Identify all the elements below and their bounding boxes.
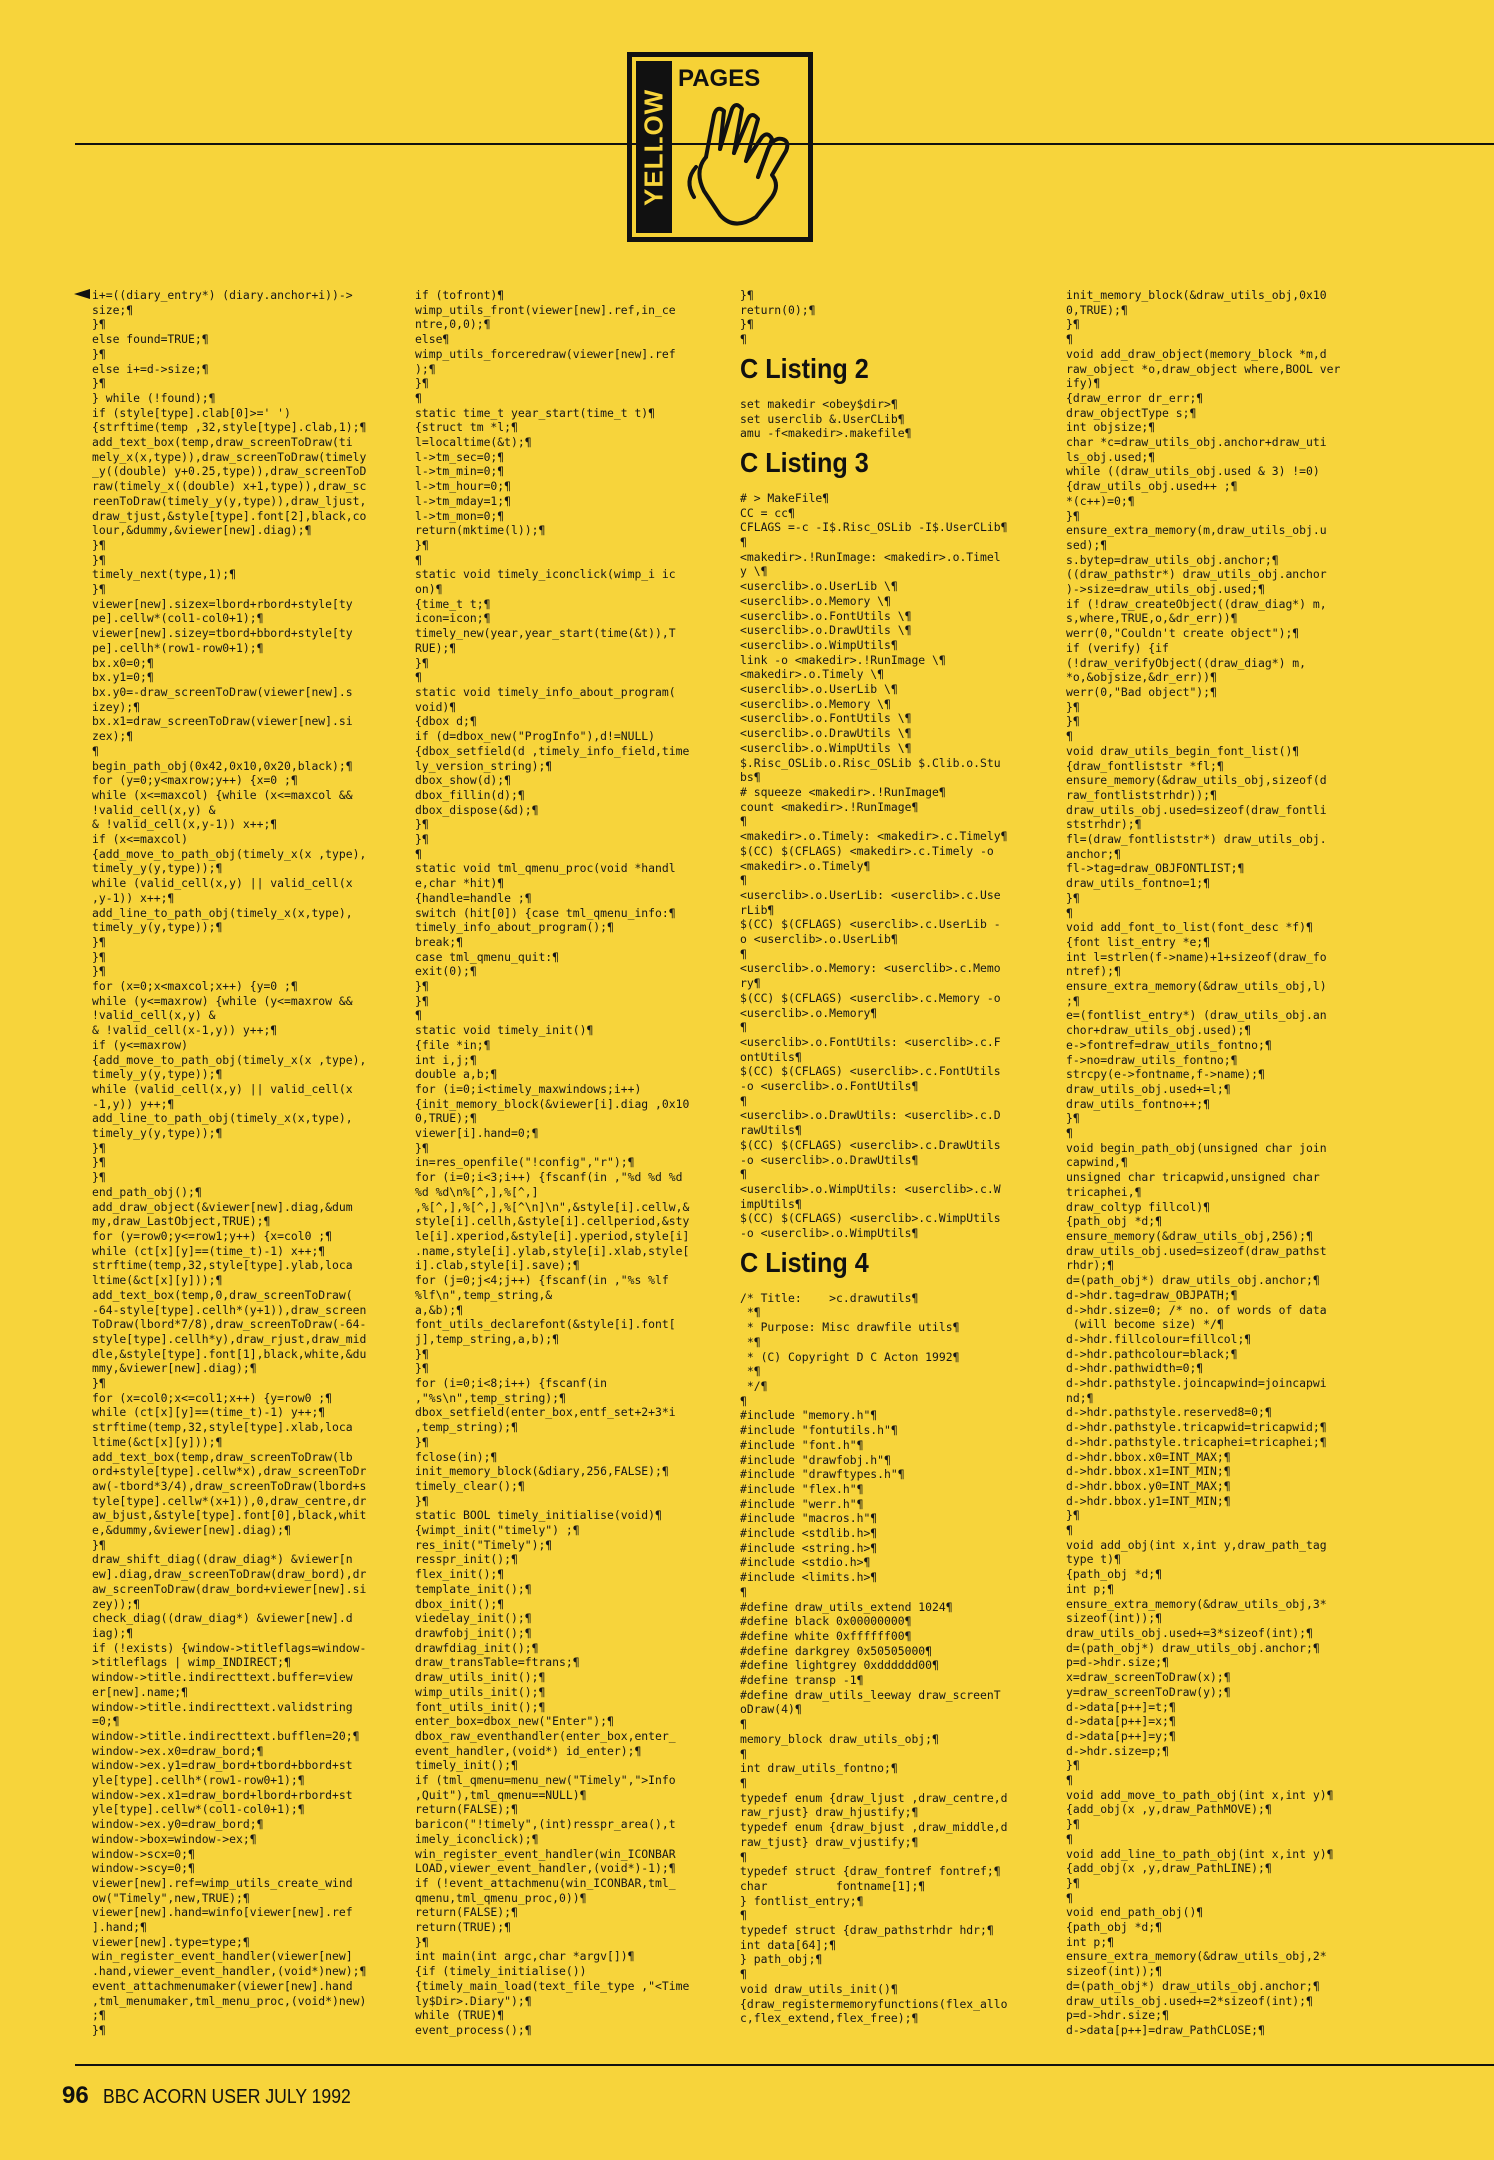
listing-heading: C Listing 3 — [740, 446, 869, 478]
code-block: # > MakeFile¶ CC = cc¶ CFLAGS =-c -I$.Risc_OSLib -I$.UserCLib¶ ¶ <makedir>.!RunImage: <makedir>.o.Timel y \¶ <userclib>.o.UserLib \¶ <userclib>.o.Memory \¶ <userclib>.o.FontUtils \¶ <userclib>.o.DrawUtils \¶ <userclib>.o.WimpUtils¶ link -o <makedir>.!RunImage \¶ <makedir>.o.Timely \¶ <userclib>.o.UserLib \¶ <userclib>.o.Memory \¶ <userclib>.o.FontUtils \¶ <userclib>.o.DrawUtils \¶ <userclib>.o.WimpUtils \¶ $.Risc_OSLib.o.Risc_OSLib $.Clib.o.Stu bs¶ # squeeze <makedir>.!RunImage¶ count <makedir>.!RunImage¶ ¶ <makedir>.o.Timely: <makedir>.c.Timely¶ $(CC) $(CFLAGS) <makedir>.c.Timely -o <makedir>.o.Timely¶ ¶ <userclib>.o.UserLib: <userclib>.c.Use rLib¶ $(CC) $(CFLAGS) <userclib>.c.UserLib - o <userclib>.o.UserLib¶ ¶ <userclib>.o.Memory: <userclib>.c.Memo ry¶ $(CC) $(CFLAGS) <userclib>.c.Memory -o <userclib>.o.Memory¶ ¶ <userclib>.o.FontUtils: <userclib>.c.F ontUtils¶ $(CC) $(CFLAGS) <userclib>.c.FontUtils -o <userclib>.o.FontUtils¶ ¶ <userclib>.o.DrawUtils: <userclib>.c.D rawUtils¶ $(CC) $(CFLAGS) <userclib>.c.DrawUtils -o <userclib>.o.DrawUtils¶ ¶ <userclib>.o.WimpUtils: <userclib>.c.W impUtils¶ $(CC) $(CFLAGS) <userclib>.c.WimpUtils -o <userclib>.o.WimpUtils¶ — [740, 490, 1008, 1241]
code-block: set makedir <obey$dir>¶ set userclib &.UserCLib¶ amu -f<makedir>.makefile¶ — [740, 396, 912, 441]
column-2 — [415, 288, 731, 2060]
code-block: /* Title: >c.drawutils¶ *¶ * Purpose: Misc drawfile utils¶ *¶ * (C) Copyright D C Acton 1992¶ *¶ */¶ ¶ #include "memory.h"¶ #include "fontutils.h"¶ #include "font.h"¶ #include "drawfobj.h"¶ #include "drawftypes.h"¶ #include "flex.h"¶ #include "werr.h"¶ #include "macros.h"¶ #include <stdlib.h>¶ #include <string.h>¶ #include <stdio.h>¶ #include <limits.h>¶ ¶ #define draw_utils_extend 1024¶ #define black 0x00000000¶ #define white 0xffffff00¶ #define darkgrey 0x50505000¶ #define lightgrey 0xdddddd00¶ #define transp -1¶ #define draw_utils_leeway draw_screenT oDraw(4)¶ ¶ memory_block draw_utils_obj;¶ ¶ int draw_utils_fontno;¶ ¶ typedef enum {draw_ljust ,draw_centre,d raw_rjust} draw_hjustify;¶ typedef enum {draw_bjust ,draw_middle,d raw_tjust} draw_vjustify;¶ ¶ typedef struct {draw_fontref fontref;¶ char fontname[1];¶ } fontlist_entry;¶ ¶ typedef struct {draw_pathstrhdr hdr;¶ int data[64];¶ } path_obj;¶ ¶ void draw_utils_init()¶ {draw_registermemoryfunctions(flex_allo c,flex_extend,flex_free);¶ — [740, 1290, 1008, 2026]
logo-yellow-text: YELLOW — [636, 61, 672, 233]
continuation-arrow-icon — [74, 289, 90, 299]
hand-icon — [676, 97, 808, 233]
page-number: 96 — [62, 2082, 89, 2109]
listing-heading: C Listing 2 — [740, 352, 869, 384]
code-block: if (tofront)¶ wimp_utils_front(viewer[new].ref,in_ce ntre,0,0);¶ else¶ wimp_utils_forceredraw(viewer[new].ref );¶ }¶ ¶ static time_t year_start(time_t t)¶ {struct tm *l;¶ l=localtime(&t);¶ l->tm_sec=0;¶ l->tm_min=0;¶ l->tm_hour=0;¶ l->tm_mday=1;¶ l->tm_mon=0;¶ return(mktime(l));¶ }¶ ¶ static void timely_iconclick(wimp_i ic on)¶ {time_t t;¶ icon=icon;¶ timely_new(year,year_start(time(&t)),T RUE);¶ }¶ ¶ static void timely_info_about_program( void)¶ {dbox d;¶ if (d=dbox_new("ProgInfo"),d!=NULL) {dbox_setfield(d ,timely_info_field,time ly_version_string);¶ dbox_show(d);¶ dbox_fillin(d);¶ dbox_dispose(&d);¶ }¶ }¶ ¶ static void tml_qmenu_proc(void *handl e,char *hit)¶ {handle=handle ;¶ switch (hit[0]) {case tml_qmenu_info:¶ timely_info_about_program();¶ break;¶ case tml_qmenu_quit:¶ exit(0);¶ }¶ }¶ ¶ static void timely_init()¶ {file *in;¶ int i,j;¶ double a,b;¶ for (i=0;i<timely_maxwindows;i++) {init_memory_block(&viewer[i].diag ,0x10 0,TRUE);¶ viewer[i].hand=0;¶ }¶ in=res_openfile("!config","r");¶ for (i=0;i<3;i++) {fscanf(in ,"%d %d %d %d %d\n%[^,],%[^,] ,%[^,],%[^,],%[^\n]\n",&style[i].cellw,& style[i].cellh,&style[i].cellperiod,&sty le[i].xperiod,&style[i].yperiod,style[i] .name,style[i].ylab,style[i].xlab,style[ i].clab,style[i].save);¶ for (j=0;j<4;j++) {fscanf(in ,"%s %lf %lf\n",temp_string,& a,&b);¶ font_utils_declarefont(&style[i].font[ j],temp_string,a,b);¶ }¶ }¶ for (i=0;i<8;i++) {fscanf(in ,"%s\n",temp_string);¶ dbox_setfield(enter_box,entf_set+2+3*i ,temp_string);¶ }¶ fclose(in);¶ init_memory_block(&diary,256,FALSE);¶ timely_clear();¶ }¶ static BOOL timely_initialise(void)¶ {wimpt_init("timely") ;¶ res_init("Timely");¶ resspr_init();¶ flex_init();¶ template_init();¶ dbox_init();¶ viedelay_init();¶ drawfobj_init();¶ drawfdiag_init();¶ draw_transTable=ftrans;¶ draw_utils_init();¶ wimp_utils_init();¶ font_utils_init();¶ enter_box=dbox_new("Enter");¶ dbox_raw_eventhandler(enter_box,enter_ event_handler,(void*) id_enter);¶ timely_init();¶ if (tml_qmenu=menu_new("Timely",">Info ,Quit"),tml_qmenu==NULL)¶ return(FALSE);¶ baricon("!timely",(int)resspr_area(),t imely_iconclick);¶ win_register_event_handler(win_ICONBAR LOAD,viewer_event_handler,(void*)-1);¶ if (!event_attachmenu(win_ICONBAR,tml_ qmenu,tml_qmenu_proc,0))¶ return(FALSE);¶ return(TRUE);¶ }¶ int main(int argc,char *argv[])¶ {if (timely_initialise()) {timely_main_load(text_file_type ,"<Time ly$Dir>.Diary");¶ while (TRUE)¶ event_process();¶ — [415, 288, 690, 2037]
code-block: }¶ return(0);¶ }¶ ¶ — [740, 288, 816, 347]
column-1 — [92, 288, 408, 2060]
page-footer — [62, 2082, 385, 2110]
top-rule — [75, 143, 1494, 145]
column-3 — [740, 288, 1056, 2060]
listing-heading: C Listing 4 — [740, 1246, 869, 1278]
bottom-rule — [75, 2064, 1494, 2066]
column-4 — [1066, 288, 1382, 2060]
yellow-pages-logo — [627, 52, 813, 242]
publication-line: BBC ACORN USER JULY 1992 — [103, 2086, 351, 2108]
code-block: init_memory_block(&draw_utils_obj,0x10 0,TRUE);¶ }¶ ¶ void add_draw_object(memory_block *m,d raw_object *o,draw_object where,BOOL ver ify)¶ {draw_error dr_err;¶ draw_objectType s;¶ int objsize;¶ char *c=draw_utils_obj.anchor+draw_uti ls_obj.used;¶ while ((draw_utils_obj.used & 3) !=0) {draw_utils_obj.used++ ;¶ *(c++)=0;¶ }¶ ensure_extra_memory(m,draw_utils_obj.u sed);¶ s.bytep=draw_utils_obj.anchor;¶ ((draw_pathstr*) draw_utils_obj.anchor )->size=draw_utils_obj.used;¶ if (!draw_createObject((draw_diag*) m, s,where,TRUE,o,&dr_err))¶ werr(0,"Couldn't create object");¶ if (verify) {if (!draw_verifyObject((draw_diag*) m, *o,&objsize,&dr_err))¶ werr(0,"Bad object");¶ }¶ }¶ ¶ void draw_utils_begin_font_list()¶ {draw_fontliststr *fl;¶ ensure_memory(&draw_utils_obj,sizeof(d raw_fontliststrhdr));¶ draw_utils_obj.used=sizeof(draw_fontli ststrhdr);¶ fl=(draw_fontliststr*) draw_utils_obj. anchor;¶ fl->tag=draw_OBJFONTLIST;¶ draw_utils_fontno=1;¶ }¶ ¶ void add_font_to_list(font_desc *f)¶ {font list_entry *e;¶ int l=strlen(f->name)+1+sizeof(draw_fo ntref);¶ ensure_extra_memory(&draw_utils_obj,l) ;¶ e=(fontlist_entry*) (draw_utils_obj.an chor+draw_utils_obj.used);¶ e->fontref=draw_utils_fontno;¶ f->no=draw_utils_fontno;¶ strcpy(e->fontname,f->name);¶ draw_utils_obj.used+=l;¶ draw_utils_fontno++;¶ }¶ ¶ void begin_path_obj(unsigned char join capwind,¶ unsigned char tricapwid,unsigned char tricaphei,¶ draw_coltyp fillcol)¶ {path_obj *d;¶ ensure_memory(&draw_utils_obj,256);¶ draw_utils_obj.used=sizeof(draw_pathst rhdr);¶ d=(path_obj*) draw_utils_obj.anchor;¶ d->hdr.tag=draw_OBJPATH;¶ d->hdr.size=0; /* no. of words of data (will become size) */¶ d->hdr.fillcolour=fillcol;¶ d->hdr.pathcolour=black;¶ d->hdr.pathwidth=0;¶ d->hdr.pathstyle.joincapwind=joincapwi nd;¶ d->hdr.pathstyle.reserved8=0;¶ d->hdr.pathstyle.tricapwid=tricapwid;¶ d->hdr.pathstyle.tricaphei=tricaphei;¶ d->hdr.bbox.x0=INT_MAX;¶ d->hdr.bbox.x1=INT_MIN;¶ d->hdr.bbox.y0=INT_MAX;¶ d->hdr.bbox.y1=INT_MIN;¶ }¶ ¶ void add_obj(int x,int y,draw_path_tag type t)¶ {path_obj *d;¶ int p;¶ ensure_extra_memory(&draw_utils_obj,3* sizeof(int));¶ draw_utils_obj.used+=3*sizeof(int);¶ d=(path_obj*) draw_utils_obj.anchor;¶ p=d->hdr.size;¶ x=draw_screenToDraw(x);¶ y=draw_screenToDraw(y);¶ d->data[p++]=t;¶ d->data[p++]=x;¶ d->data[p++]=y;¶ d->hdr.size=p;¶ }¶ ¶ void add_move_to_path_obj(int x,int y)¶ {add_obj(x ,y,draw_PathMOVE);¶ }¶ ¶ void add_line_to_path_obj(int x,int y)¶ {add_obj(x ,y,draw_PathLINE);¶ }¶ ¶ void end_path_obj()¶ {path_obj *d;¶ int p;¶ ensure_extra_memory(&draw_utils_obj,2* sizeof(int));¶ d=(path_obj*) draw_utils_obj.anchor;¶ draw_utils_obj.used+=2*sizeof(int);¶ p=d->hdr.size;¶ d->data[p++]=draw_PathCLOSE;¶ — [1066, 288, 1341, 2037]
logo-pages-text: PAGES — [678, 65, 761, 92]
code-block: i+=((diary_entry*) (diary.anchor+i))-> size;¶ }¶ else found=TRUE;¶ }¶ else i+=d->size;¶ }¶ } while (!found);¶ if (style[type].clab[0]>=' ') {strftime(temp ,32,style[type].clab,1);¶ add_text_box(temp,draw_screenToDraw(ti mely_x(x,type)),draw_screenToDraw(timely _y((double) y+0.25,type)),draw_screenToD raw(timely_x((double) x+1,type)),draw_sc reenToDraw(timely_y(y,type)),draw_ljust, draw_tjust,&style[type].font[2],black,co lour,&dummy,&viewer[new].diag);¶ }¶ }¶ timely_next(type,1);¶ }¶ viewer[new].sizex=lbord+rbord+style[ty pe].cellw*(col1-col0+1);¶ viewer[new].sizey=tbord+bbord+style[ty pe].cellh*(row1-row0+1);¶ bx.x0=0;¶ bx.y1=0;¶ bx.y0=-draw_screenToDraw(viewer[new].s izey);¶ bx.x1=draw_screenToDraw(viewer[new].si zex);¶ ¶ begin_path_obj(0x42,0x10,0x20,black);¶ for (y=0;y<maxrow;y++) {x=0 ;¶ while (x<=maxcol) {while (x<=maxcol && !valid_cell(x,y) & & !valid_cell(x,y-1)) x++;¶ if (x<=maxcol) {add_move_to_path_obj(timely_x(x ,type), timely_y(y,type));¶ while (valid_cell(x,y) || valid_cell(x ,y-1)) x++;¶ add_line_to_path_obj(timely_x(x,type), timely_y(y,type));¶ }¶ }¶ }¶ for (x=0;x<maxcol;x++) {y=0 ;¶ while (y<=maxrow) {while (y<=maxrow && !valid_cell(x,y) & & !valid_cell(x-1,y)) y++;¶ if (y<=maxrow) {add_move_to_path_obj(timely_x(x ,type), timely_y(y,type));¶ while (valid_cell(x,y) || valid_cell(x -1,y)) y++;¶ add_line_to_path_obj(timely_x(x,type), timely_y(y,type));¶ }¶ }¶ }¶ end_path_obj();¶ add_draw_object(&viewer[new].diag,&dum my,draw_LastObject,TRUE);¶ for (y=row0;y<=row1;y++) {x=col0 ;¶ while (ct[x][y]==(time_t)-1) x++;¶ strftime(temp,32,style[type].ylab,loca ltime(&ct[x][y]));¶ add_text_box(temp,0,draw_screenToDraw( -64-style[type].cellh*(y+1)),draw_screen ToDraw(lbord*7/8),draw_screenToDraw(-64- style[type].cellh*y),draw_rjust,draw_mid dle,&style[type].font[1],black,white,&du mmy,&viewer[new].diag);¶ }¶ for (x=col0;x<=col1;x++) {y=row0 ;¶ while (ct[x][y]==(time_t)-1) y++;¶ strftime(temp,32,style[type].xlab,loca ltime(&ct[x][y]));¶ add_text_box(temp,draw_screenToDraw(lb ord+style[type].cellw*x),draw_screenToDr aw(-tbord*3/4),draw_screenToDraw(lbord+s tyle[type].cellw*(x+1)),0,draw_centre,dr aw_bjust,&style[type].font[0],black,whit e,&dummy,&viewer[new].diag);¶ }¶ draw_shift_diag((draw_diag*) &viewer[n ew].diag,draw_screenToDraw(draw_bord),dr aw_screenToDraw(draw_bord+viewer[new].si zey));¶ check_diag((draw_diag*) &viewer[new].d iag);¶ if (!exists) {window->titleflags=window- >titleflags | wimp_INDIRECT;¶ window->title.indirecttext.buffer=view er[new].name;¶ window->title.indirecttext.validstring =0;¶ window->title.indirecttext.bufflen=20;¶ window->ex.x0=draw_bord;¶ window->ex.y1=draw_bord+tbord+bbord+st yle[type].cellh*(row1-row0+1);¶ window->ex.x1=draw_bord+lbord+rbord+st yle[type].cellw*(col1-col0+1);¶ window->ex.y0=draw_bord;¶ window->box=window->ex;¶ window->scx=0;¶ window->scy=0;¶ viewer[new].ref=wimp_utils_create_wind ow("Timely",new,TRUE);¶ viewer[new].hand=winfo[viewer[new].ref ].hand;¶ viewer[new].type=type;¶ win_register_event_handler(viewer[new] .hand,viewer_event_handler,(void*)new);¶ event_attachmenumaker(viewer[new].hand ,tml_menumaker,tml_menu_proc,(void*)new) ;¶ }¶ — [92, 288, 367, 2037]
